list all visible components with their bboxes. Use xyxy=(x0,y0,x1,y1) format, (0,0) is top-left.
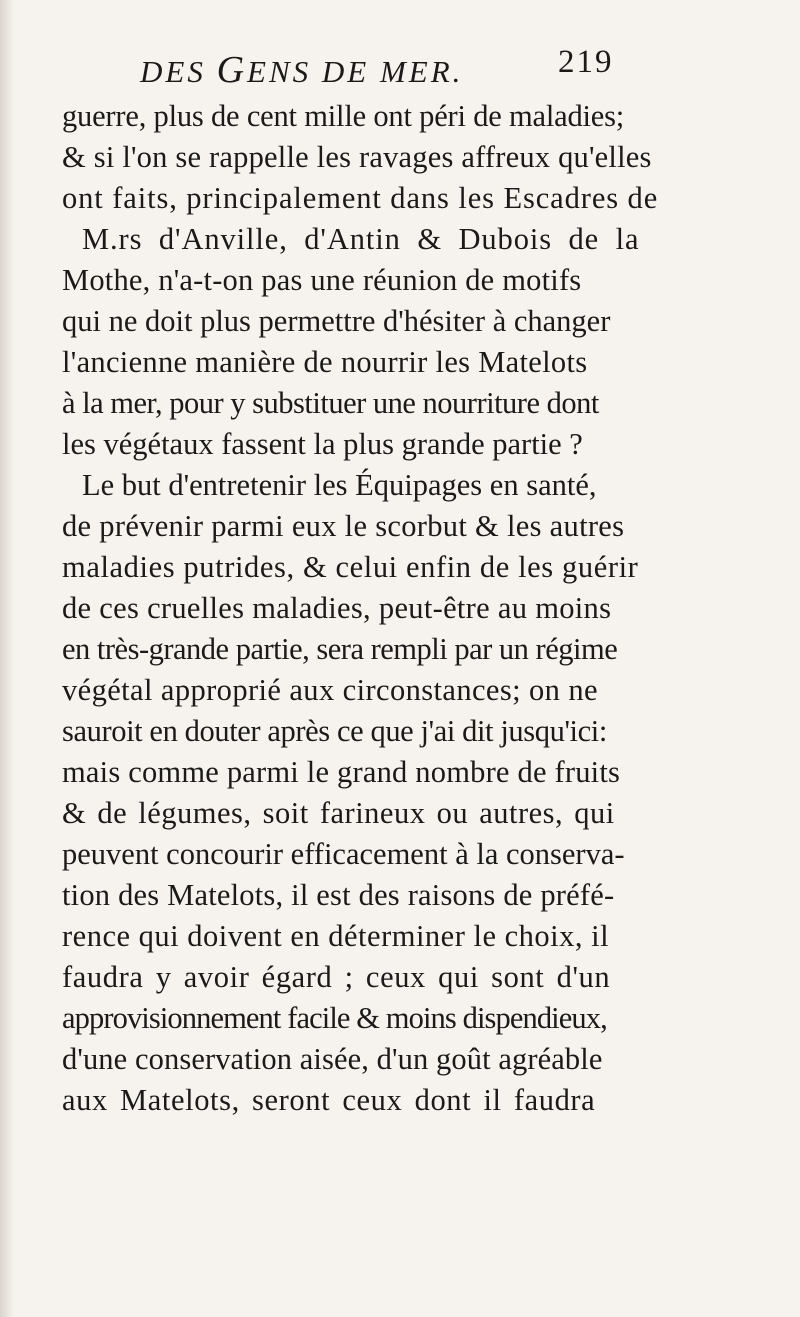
text-line: sauroit en douter après ce que j'ai dit jusqu'ici: xyxy=(62,714,607,748)
running-head-title xyxy=(140,48,463,92)
text-line: tion des Matelots, il est des raisons de préfé- xyxy=(62,878,615,912)
text-line: de ces cruelles maladies, peut-être au moins xyxy=(62,591,612,625)
running-head xyxy=(140,40,640,90)
text-line: approvisionnement facile & moins dispendieux, xyxy=(62,1001,607,1035)
text-line: à la mer, pour y substituer une nourriture dont xyxy=(62,386,599,420)
running-head-mer: MER. xyxy=(379,54,464,89)
text-line: maladies putrides, & celui enfin de les guérir xyxy=(62,550,639,584)
text-line: M.rs d'Anville, d'Antin & Dubois de la xyxy=(82,222,640,256)
text-line: guerre, plus de cent mille ont péri de maladies; xyxy=(62,99,625,133)
text-line: végétal approprié aux circonstances; on ne xyxy=(62,673,598,707)
text-line: Mothe, n'a-t-on pas une réunion de motifs xyxy=(62,263,582,297)
text-line: de prévenir parmi eux le scorbut & les autres xyxy=(62,509,625,543)
text-line: qui ne doit plus permettre d'hésiter à changer xyxy=(62,304,611,338)
running-head-ens: ENS xyxy=(247,54,312,89)
text-line: d'une conservation aisée, d'un goût agréable xyxy=(62,1042,603,1076)
text-line: rence qui doivent en déterminer le choix, il xyxy=(62,919,610,953)
text-line: peuvent concourir efficacement à la conserva- xyxy=(62,837,625,871)
text-line: les végétaux fassent la plus grande partie ? xyxy=(62,427,583,461)
text-line: & si l'on se rappelle les ravages affreux qu'elles xyxy=(62,140,652,174)
page-number: 219 xyxy=(558,44,614,80)
text-line: & de légumes, soit farineux ou autres, qui xyxy=(62,796,615,830)
running-head-de: DE xyxy=(311,54,380,89)
text-line: l'ancienne manière de nourrir les Matelots xyxy=(62,345,588,379)
text-line: mais comme parmi le grand nombre de fruits xyxy=(62,755,621,789)
text-line: Le but d'entretenir les Équipages en santé, xyxy=(82,468,597,502)
text-line: ont faits, principalement dans les Escadres de xyxy=(62,181,659,215)
running-head-des: DES xyxy=(140,54,217,89)
text-line: aux Matelots, seront ceux dont il faudra xyxy=(62,1083,596,1117)
text-line: en très-grande partie, sera rempli par un régime xyxy=(62,632,618,666)
running-head-g-initial: G xyxy=(216,49,248,91)
page-gutter-shadow xyxy=(0,0,14,1317)
text-line: faudra y avoir égard ; ceux qui sont d'un xyxy=(62,960,611,994)
